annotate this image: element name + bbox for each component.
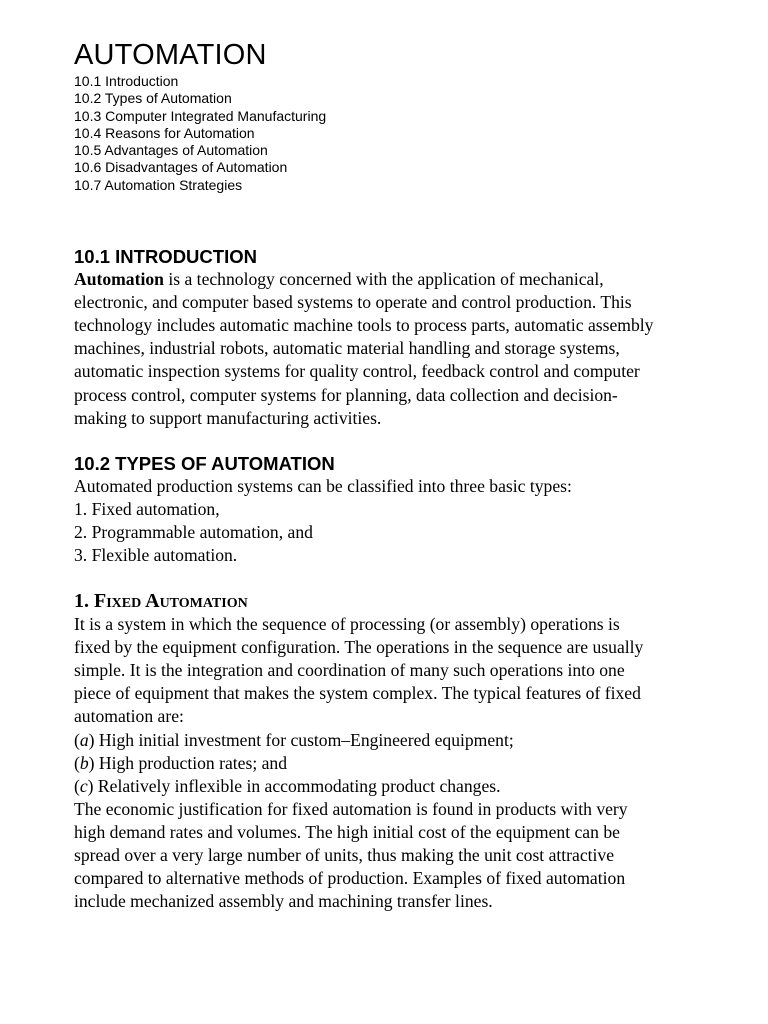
paragraph-line: It is a system in which the sequence of processing (or assembly) operations is <box>74 614 620 635</box>
toc-item: 10.4 Reasons for Automation <box>74 124 255 141</box>
paragraph-line: compared to alternative methods of production. Examples of fixed automation <box>74 868 626 889</box>
feature-text: High initial investment for custom–Engineered equipment; <box>94 729 514 750</box>
feature-letter: b <box>79 752 89 773</box>
types-list <box>74 498 744 567</box>
paragraph-line: The economic justification for fixed automation is found in products with very <box>74 798 628 819</box>
subsection-heading-fixed-automation <box>74 590 744 613</box>
line-text: is a technology concerned with the application of mechanical, <box>163 269 604 290</box>
feature-text: Relatively inflexible in accommodating product changes. <box>93 775 501 796</box>
feature-item: (a) High initial investment for custom–Engineered equipment; <box>74 729 514 750</box>
feature-item: (b) High production rates; and <box>74 752 288 773</box>
paragraph-line: electronic, and computer based systems to operate and control production. This <box>74 292 632 313</box>
feature-letter: a <box>79 729 89 750</box>
feature-text: High production rates; and <box>94 752 288 773</box>
list-item: 3. Flexible automation. <box>74 545 238 566</box>
paragraph-line: technology includes automatic machine tools to process parts, automatic assembly <box>74 315 654 336</box>
subsection-number: 1. <box>74 590 94 613</box>
feature-letter: c <box>79 775 88 796</box>
introduction-paragraph <box>74 268 744 430</box>
paragraph-line: piece of equipment that makes the system complex. The typical features of fixed <box>74 683 641 704</box>
subsection-title: Fixed Automation <box>94 590 248 613</box>
toc-item: 10.1 Introduction <box>74 73 179 89</box>
section-heading-types: 10.2 TYPES OF AUTOMATION <box>74 452 335 474</box>
paragraph-line: automatic inspection systems for quality control, feedback control and computer <box>74 361 640 382</box>
paragraph-line: fixed by the equipment configuration. The operations in the sequence are usually <box>74 637 644 658</box>
paragraph-line: spread over a very large number of units, thus making the unit cost attractive <box>74 845 615 866</box>
fixed-automation-justification <box>74 798 744 913</box>
paragraph-line: simple. It is the integration and coordination of many such operations into one <box>74 660 625 681</box>
toc-item: 10.3 Computer Integrated Manufacturing <box>74 107 327 124</box>
toc-item: 10.2 Types of Automation <box>74 90 232 107</box>
paragraph-line: automation are: <box>74 706 184 727</box>
list-item: 1. Fixed automation, <box>74 498 220 519</box>
fixed-automation-features <box>74 729 744 798</box>
paragraph-line: making to support manufacturing activities. <box>74 407 382 428</box>
types-intro: Automated production systems can be classified into three basic types: <box>74 475 572 496</box>
lead-word: Automation <box>74 269 164 290</box>
toc-item: 10.5 Advantages of Automation <box>74 142 268 159</box>
toc-item: 10.7 Automation Strategies <box>74 176 243 193</box>
paragraph-line: include mechanized assembly and machining transfer lines. <box>74 891 493 912</box>
document-page <box>74 38 744 913</box>
paragraph-line <box>74 268 744 291</box>
paragraph-line: machines, industrial robots, automatic material handling and storage systems, <box>74 338 620 359</box>
list-item: 2. Programmable automation, and <box>74 521 313 542</box>
paragraph-line: high demand rates and volumes. The high initial cost of the equipment can be <box>74 821 620 842</box>
fixed-automation-paragraph <box>74 613 744 728</box>
document-title: AUTOMATION <box>74 39 267 71</box>
table-of-contents <box>74 73 744 194</box>
toc-item: 10.6 Disadvantages of Automation <box>74 159 288 176</box>
feature-item: (c) Relatively inflexible in accommodating product changes. <box>74 775 501 796</box>
section-heading-introduction: 10.1 INTRODUCTION <box>74 246 257 268</box>
paragraph-line: process control, computer systems for planning, data collection and decision- <box>74 384 618 405</box>
